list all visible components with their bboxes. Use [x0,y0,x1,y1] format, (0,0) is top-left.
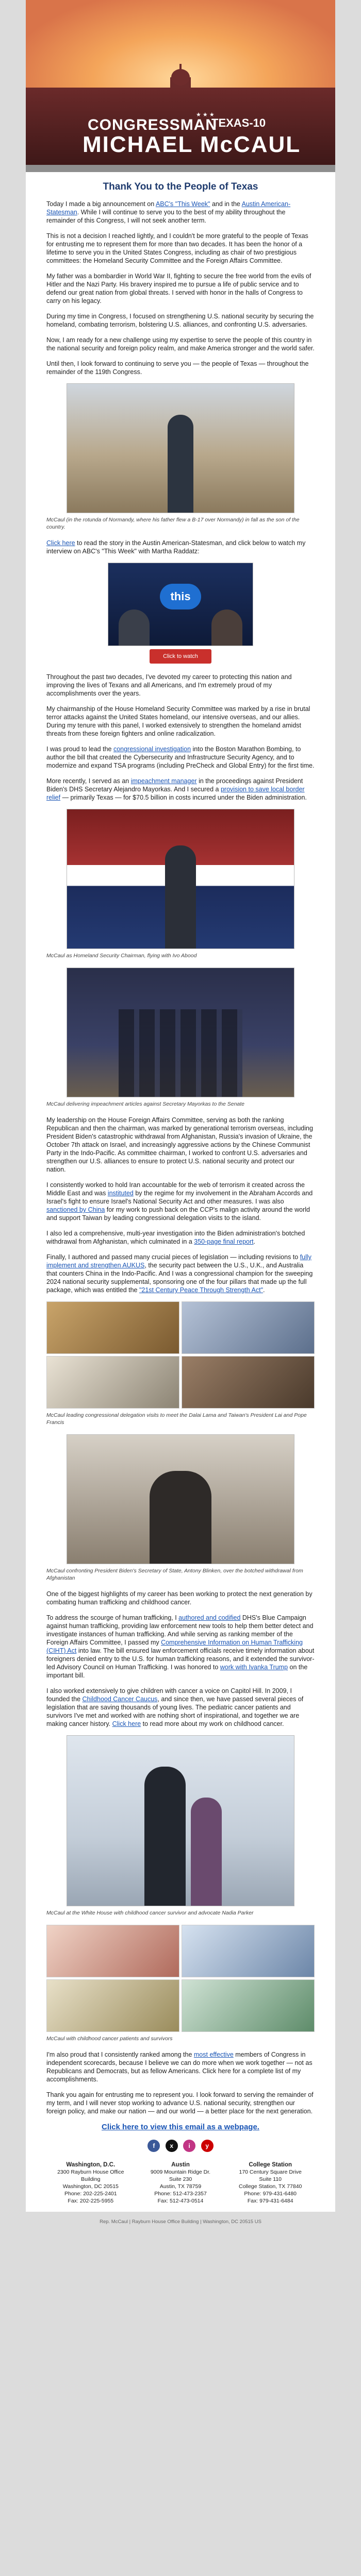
investigation-link[interactable]: congressional investigation [113,745,191,753]
paragraph-16: One of the biggest highlights of my career has been working to protect the next generation by combating human trafficking and childhood cancer. [46,1590,313,1606]
photo-cancer-4 [182,1979,315,2032]
paragraph-1: Today I made a big announcement on ABC's "This Week" and in the Austin American-Statesman. While I will continue to serve you to the best of my ability throughout the remainder of this Congress, I will not seek another term. [46,200,291,224]
email-container [26,0,335,2235]
photo-collage-delegations [46,1301,315,1409]
view-as-webpage-link[interactable]: Click here to view this email as a webpage. [102,2123,259,2131]
social-links [46,2140,315,2152]
paragraph-11: More recently, I served as an impeachment manager in the proceedings against President Biden's DHS Secretary Alejandro Mayorkas. And I secured a provision to save local border relief — primarily Texas — for $70.5 billion in costs incurred under the Biden administration. [46,777,307,801]
border-relief-link[interactable]: provision to save local border relief [46,786,305,801]
paragraph-2: This is not a decision I reached lightly, and I couldn't be more grateful to the people of Texas for entrusting me to represent them for more than two decades. It has been the honor of a lifetime to serve you in the United States Congress, including as chair of two prestigious committees: the Homeland Security Committee and the Foreign Affairs Committee. [46,232,308,264]
blue-campaign-link[interactable]: authored and codified [178,1614,241,1621]
china-sanction-link[interactable]: sanctioned by China [46,1206,105,1213]
photo-cancer-2 [182,1925,315,1977]
footer: Rep. McCaul | Rayburn House Office Building | Washington, DC 20515 US [26,2212,335,2235]
photo-homeland-security [67,809,294,949]
person-silhouette-2 [191,1798,222,1906]
statesman-link[interactable]: Austin American-Statesman [46,200,291,216]
photo-dalai-lama [46,1301,179,1354]
photo-delegation [182,1356,315,1409]
main-content [26,200,335,2152]
caption-7: McCaul with childhood cancer patients and survivors [46,2036,173,2042]
paragraph-12: My leadership on the House Foreign Affairs Committee, serving as both the ranking Republican and then the chairman, was marked by generational terrorism overseas, including President Biden's catastrophic withdrawal from Afghanistan, Russia's invasion of Ukraine, the October 7th attack on Israel, and increasingly aggressive actions by the Chinese Communist Party in the Indo-Pacific. As committee chairman, I worked to confront U.S. adversaries and strengthen our U.S. alliances to ensure to protect U.S. national security and protect our nation. [46,1116,313,1173]
caption-1: McCaul (in the rotunda of Normandy, where his father flew a B-17 over Normandy) in fall as the son of the country. [46,517,300,530]
caption-2: McCaul as Homeland Security Chairman, flying with Ivo Abood [46,953,197,959]
person-silhouette [168,415,193,513]
office-addresses [26,2161,335,2212]
aukus-link[interactable]: fully implement and strengthen AUKUS [46,1253,311,1269]
instagram-icon[interactable]: i [183,2140,195,2152]
photo-white-house [67,1735,294,1906]
photo-cancer-1 [46,1925,179,1977]
person-silhouette [150,1471,211,1564]
photo-impeachment [67,968,294,1097]
paragraph-7: Click here to read the story in the Austin American-Statesman, and click below to watch my interview on ABC's "This Week" with Martha Raddatz: [46,539,306,555]
photo-blinken-hearing [67,1434,294,1564]
peace-through-strength-link[interactable]: "21st Century Peace Through Strength Act" [139,1286,264,1294]
paragraph-9: My chairmanship of the House Homeland Security Committee was marked by a rise in brutal terror attacks against the United States homeland, our intensive overseas, and our allies. During my tenure with this panel, I worked extensively to strengthen the homeland amidst threats from these foreign fighters and online radicalization. [46,705,310,737]
paragraph-19: I'm also proud that I consistently ranked among the most effective members of Congress in independent scorecards, because I believe we can do more when we work together — not as Republicans and Democrats, but as fellow Americans. Click here for a complete list of my accomplishments. [46,2051,313,2083]
paragraph-3: My father was a bombardier in World War II, fighting to secure the free world from the evils of Hitler and the Nazi Party. His bravery inspired me to pursue a life of public service and to defend our great nation from global threats. I served with honor in the halls of Congress to carry on his legacy. [46,273,311,304]
most-effective-link[interactable]: most effective [193,2051,234,2058]
cancer-caucus-link[interactable]: Childhood Cancer Caucus [82,1696,158,1703]
banner-district: TEXAS-10 [211,116,266,129]
page-title: Thank You to the People of Texas [103,181,258,192]
abc-this-week-link[interactable]: ABC's "This Week" [155,200,210,208]
caption-3: McCaul delivering impeachment articles against Secretary Mayorkas to the Senate [46,1101,245,1107]
webpage-link-row [46,2123,315,2131]
ciht-act-link[interactable]: Comprehensive Information on Human Trafficking (CIHT) Act [46,1639,303,1654]
paragraph-10: I was proud to lead the congressional investigation into the Boston Marathon Bombing, to author the bill that created the Cybersecurity and Infrastructure Security Agency, and to modernize and expand TSA programs (including PreCheck and Global Entry) for the first time. [46,745,315,769]
person-silhouette [144,1767,186,1906]
office-college-station: College Station 170 Century Square Drive Suite 110 College Station, TX 77840 Phone: 979-431-6480 Fax: 979-431-6484 [239,2162,302,2204]
video-thumbnail[interactable] [108,563,253,646]
person-silhouette [165,845,196,948]
paragraph-17: To address the scourge of human trafficking, I authored and codified DHS's Blue Campaign against human trafficking, providing law enforcement new tools to help them better detect and investigate instances of human trafficking. And while serving as ranking member of the Foreign Affairs Committee, I passed my Comprehensive Information on Human Trafficking (CIHT) Act into law. The bill ensured law enforcement officials receive timely information about foreigners denied entry to the U.S. for human trafficking reasons, and it extended the survivor-led Advisory Council on Human Trafficking. I was honored to work with Ivanka Trump on the important bill. [46,1614,315,1679]
paragraph-14: I also led a comprehensive, multi-year investigation into the Biden administration's botched withdrawal from Afghanistan, which culminated in a 350-page final report. [46,1230,305,1245]
caption-4: McCaul leading congressional delegation visits to meet the Dalai Lama and Taiwan's President Lai and Pope Francis [46,1412,307,1426]
paragraph-15: Finally, I authored and passed many crucial pieces of legislation — including revisions to fully implement and strengthen AUKUS, the security pact between the U.S., U.K., and Australia that counters China in the Indo-Pacific. And I was a congressional champion for the sweeping 2024 national security supplemental, sponsoring one of the four pillars that made up the full package, which was entitled the "21st Century Peace Through Strength Act". [46,1253,313,1294]
caption-6: McCaul at the White House with childhood cancer survivor and advocate Nadia Parker [46,1910,254,1916]
banner-congressman: CONGRESSMAN [88,116,218,133]
stars-icon: ★ ★ ★ [196,112,215,118]
photo-pope [46,1356,179,1409]
paragraph-20: Thank you again for entrusting me to represent you. I look forward to serving the remainder of my term, and I will never stop working to advance U.S. national security, strengthen our foreign policy, and make our nation — and our world — a better place for the next generation. [46,2091,314,2115]
photo-collage-cancer [46,1925,315,2032]
this-week-logo: this [160,584,201,609]
watch-button[interactable]: Click to watch [150,649,211,664]
paragraph-4: During my time in Congress, I focused on strengthening U.S. national security by securing the homeland, combating terrorism, bolstering U.S. alliances, and confronting U.S. adversaries. [46,313,314,328]
youtube-icon[interactable]: y [201,2140,214,2152]
x-icon[interactable]: x [166,2140,178,2152]
paragraph-5: Now, I am ready for a new challenge using my expertise to serve the people of this country in the national security and foreign policy realm, and make America stronger and the world safer. [46,336,315,352]
paragraph-13: I consistently worked to hold Iran accountable for the web of terrorism it created across the Middle East and was instituted by the regime for my involvement in the Abraham Accords and Israel's fight to ensure Israel's National Security Act and other measures. I was also sanctioned by China for my work to push back on the CCP's malign activity around the world and support Taiwan by leading congressional delegation visits to the island. [46,1181,313,1222]
paragraph-6: Until then, I look forward to continuing to serve you — the people of Texas — throughout the remainder of the 119th Congress. [46,360,309,376]
paragraph-18: I also worked extensively to give children with cancer a voice on Capitol Hill. In 2009, I founded the Childhood Cancer Caucus, and since then, we have passed several pieces of legislation that are saving thousands of young lives. The pediatric cancer patients and survivors I've met and worked with are nothing short of inspirational, and together we are making cancer history. Click here to read more about my work on childhood cancer. [46,1687,304,1727]
facebook-icon[interactable]: f [147,2140,160,2152]
header-banner [26,0,335,165]
banner-name: MICHAEL McCAUL [83,132,301,157]
managers-row [119,1009,242,1097]
iran-link[interactable]: instituted [107,1190,134,1197]
paragraph-8: Throughout the past two decades, I've devoted my career to protecting this nation and improving the lives of Texans and all Americans, and I'm extremely proud of my accomplishments over the years. [46,673,292,697]
statesman-story-link[interactable]: Click here [46,539,75,547]
photo-normandy [67,383,294,513]
final-report-link[interactable]: 350-page final report [194,1238,254,1245]
impeachment-link[interactable]: impeachment manager [130,777,197,785]
office-dc: Washington, D.C. 2300 Rayburn House Office Building Washington, DC 20515 Phone: 202-225-2401 Fax: 202-225-5955 [57,2162,124,2204]
photo-cancer-3 [46,1979,179,2032]
divider-bar [26,165,335,172]
person-right [211,609,242,646]
office-austin: Austin 9009 Mountain Ridge Dr. Suite 230 Austin, TX 78759 Phone: 512-473-2357 Fax: 512-473-0514 [150,2162,211,2204]
photo-taiwan [182,1301,315,1354]
childhood-cancer-link[interactable]: Click here [112,1720,141,1727]
caption-5: McCaul confronting President Biden's Secretary of State, Antony Blinken, over the botched withdrawal from Afghanistan [46,1568,303,1581]
person-left [119,609,150,646]
ivanka-link[interactable]: work with Ivanka Trump [220,1664,288,1671]
